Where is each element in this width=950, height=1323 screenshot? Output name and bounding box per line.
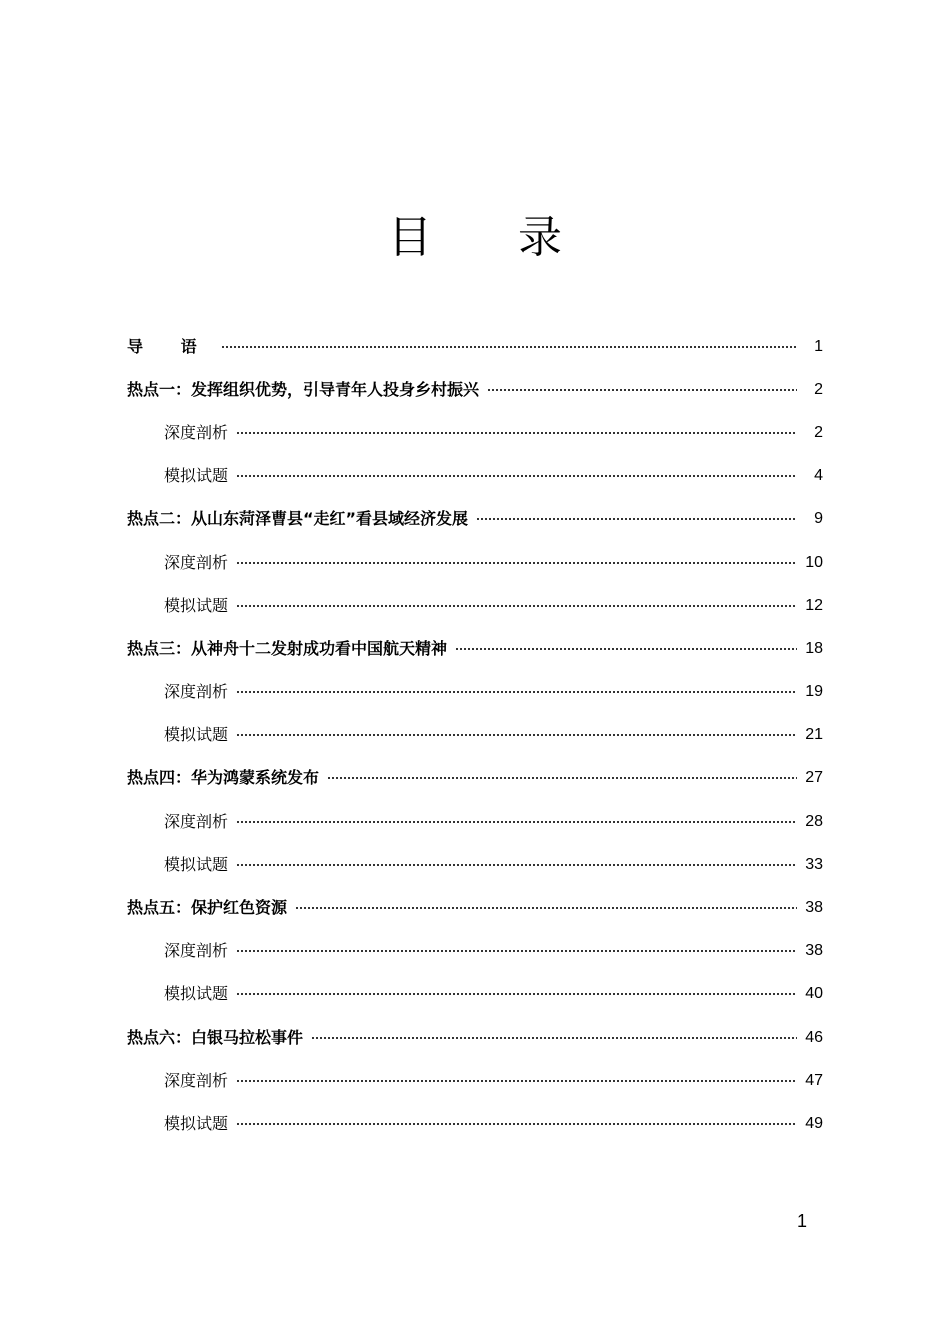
toc-entry-label: 模拟试题: [164, 595, 229, 615]
toc-entry-label: 模拟试题: [164, 1113, 229, 1133]
toc-entry[interactable]: [127, 757, 823, 800]
toc-subentry[interactable]: [127, 584, 823, 627]
dot-leader: [455, 645, 797, 653]
toc-entry-page: 47: [805, 1071, 823, 1089]
dot-leader: [236, 472, 797, 480]
toc-entry-label: 热点四：华为鸿蒙系统发布: [127, 768, 320, 788]
toc-entry-label: 热点一：发挥组织优势，引导青年人投身乡村振兴: [127, 379, 480, 399]
toc-entry-page: 40: [805, 985, 823, 1003]
dot-leader: [236, 731, 797, 739]
dot-leader: [311, 1034, 797, 1042]
dot-leader: [295, 904, 797, 912]
toc-entry-page: 28: [805, 812, 823, 830]
toc-entry-page: 33: [805, 855, 823, 873]
toc-entry-label: 深度剖析: [164, 422, 229, 442]
toc-entry-page: 38: [805, 942, 823, 960]
toc-entry[interactable]: [127, 886, 823, 929]
toc-subentry[interactable]: [127, 671, 823, 714]
toc-subentry[interactable]: [127, 973, 823, 1016]
toc-entry[interactable]: [127, 1016, 823, 1059]
toc-entry-page: 21: [805, 726, 823, 744]
dot-leader: [236, 818, 797, 826]
toc-subentry[interactable]: [127, 714, 823, 757]
dot-leader: [236, 861, 797, 869]
toc-entry-label: 热点三：从神舟十二发射成功看中国航天精神: [127, 638, 448, 658]
toc-entry-page: 12: [805, 596, 823, 614]
dot-leader: [236, 1120, 797, 1128]
toc-entry-label: 深度剖析: [164, 682, 229, 702]
toc-entry-label: 模拟试题: [164, 984, 229, 1004]
dot-leader: [221, 343, 797, 351]
toc-entry-page: 27: [805, 769, 823, 787]
toc-entry-label: 深度剖析: [164, 811, 229, 831]
toc-entry-page: 46: [805, 1028, 823, 1046]
toc-entry-label: 模拟试题: [164, 725, 229, 745]
dot-leader: [236, 1077, 797, 1085]
toc-entry-label: 热点六：白银马拉松事件: [127, 1027, 304, 1047]
toc-subentry[interactable]: [127, 541, 823, 584]
toc-entry-page: 10: [805, 553, 823, 571]
toc-entry-page: 4: [814, 467, 823, 485]
toc-entry[interactable]: [127, 627, 823, 670]
toc-subentry[interactable]: [127, 411, 823, 454]
table-of-contents: [127, 325, 823, 1146]
toc-entry-page: 18: [805, 639, 823, 657]
dot-leader: [476, 515, 797, 523]
dot-leader: [236, 688, 797, 696]
toc-entry-label: 导 语: [127, 336, 213, 356]
toc-entry-page: 1: [814, 337, 823, 355]
toc-entry-page: 2: [814, 380, 823, 398]
toc-entry[interactable]: [127, 368, 823, 411]
dot-leader: [236, 429, 797, 437]
toc-subentry[interactable]: [127, 455, 823, 498]
toc-subentry[interactable]: [127, 1102, 823, 1145]
toc-entry-page: 38: [805, 899, 823, 917]
page-number: 1: [796, 1211, 807, 1231]
dot-leader: [236, 947, 797, 955]
toc-subentry[interactable]: [127, 843, 823, 886]
toc-entry-label: 热点五：保护红色资源: [127, 898, 288, 918]
page-title: 目 录: [388, 212, 598, 263]
dot-leader: [327, 774, 797, 782]
toc-entry-page: 2: [814, 423, 823, 441]
toc-subentry[interactable]: [127, 1059, 823, 1102]
toc-entry-label: 深度剖析: [164, 552, 229, 572]
dot-leader: [236, 602, 797, 610]
toc-subentry[interactable]: [127, 800, 823, 843]
toc-entry-label: 模拟试题: [164, 854, 229, 874]
toc-entry-page: 49: [805, 1114, 823, 1132]
toc-entry-label: 热点二：从山东菏泽曹县“走红”看县域经济发展: [127, 509, 469, 529]
dot-leader: [236, 990, 797, 998]
toc-entry-label: 深度剖析: [164, 941, 229, 961]
toc-subentry[interactable]: [127, 930, 823, 973]
dot-leader: [487, 386, 797, 394]
toc-entry[interactable]: [127, 498, 823, 541]
toc-entry-page: 19: [805, 683, 823, 701]
toc-entry-page: 9: [814, 510, 823, 528]
toc-entry[interactable]: [127, 325, 823, 368]
toc-entry-label: 深度剖析: [164, 1070, 229, 1090]
toc-entry-label: 模拟试题: [164, 466, 229, 486]
dot-leader: [236, 559, 797, 567]
